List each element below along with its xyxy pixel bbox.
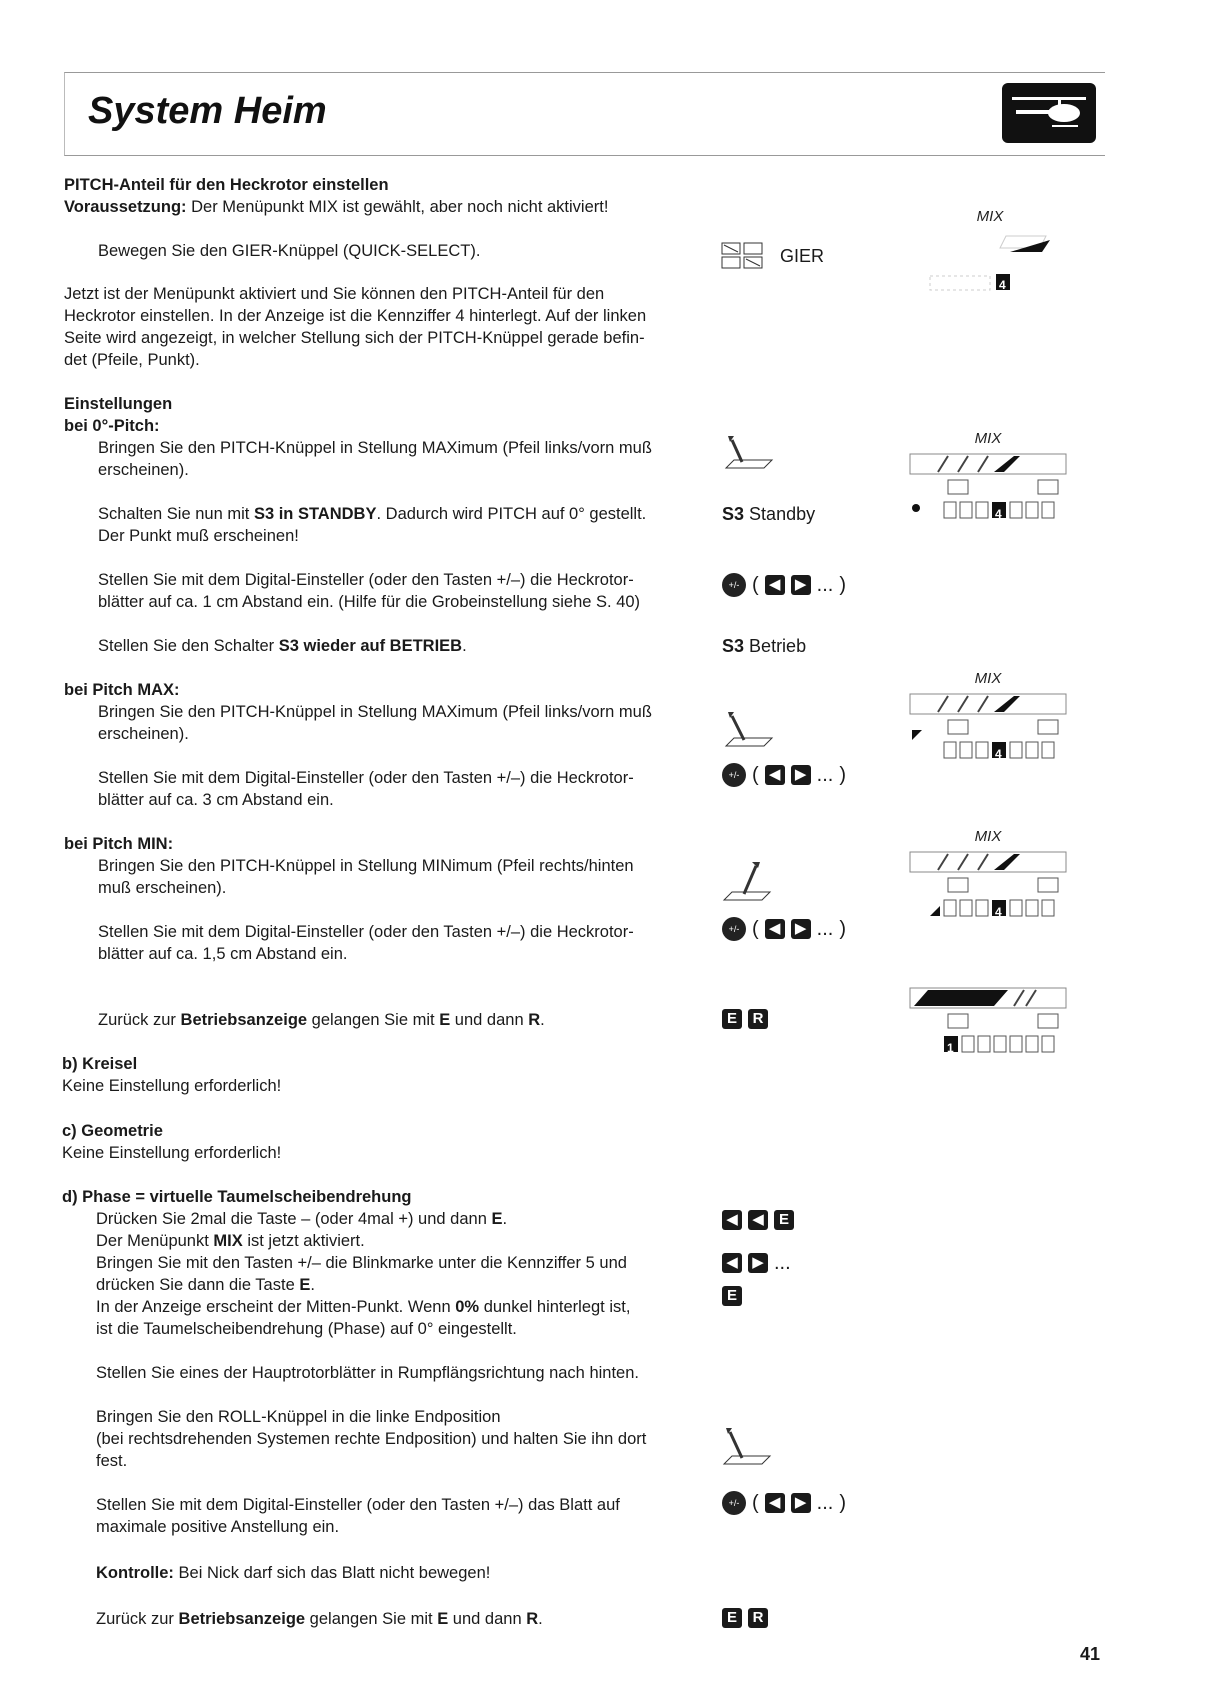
key-r-icon: R: [748, 1009, 768, 1029]
step-text: erscheinen).: [98, 725, 189, 743]
lcd-digit: 4: [995, 905, 1002, 919]
step-text: Bringen Sie den ROLL-Knüppel in die linke Endposition: [96, 1408, 501, 1426]
step-text: Bringen Sie den PITCH-Knüppel in Stellung MINimum (Pfeil rechts/hinten: [98, 857, 634, 875]
step-text: In der Anzeige erscheint der Mitten-Punkt. Wenn 0% dunkel hinterlegt ist,: [96, 1298, 631, 1316]
lcd-digit: 4: [995, 507, 1002, 521]
paragraph-line: Seite wird angezeigt, in welcher Stellung sich der PITCH-Knüppel gerade befin-: [64, 329, 645, 347]
subsection-label: bei 0°-Pitch:: [64, 417, 160, 435]
key-right-icon: ▶: [791, 765, 811, 785]
step-text: muß erscheinen).: [98, 879, 227, 897]
roll-stick-icon: [718, 1424, 774, 1478]
section-heading: PITCH-Anteil für den Heckrotor einstellen: [64, 176, 389, 194]
lcd-display: [908, 668, 1068, 776]
digital-adjuster-keys: +/- ( ◀ ▶ ... ): [722, 916, 846, 941]
step-text: Stellen Sie den Schalter S3 wieder auf BETRIEB.: [98, 637, 467, 655]
helicopter-icon: [1002, 83, 1096, 143]
switch-label: S3 Betrieb: [722, 636, 807, 656]
prereq-line: [64, 196, 608, 218]
paragraph-line: Jetzt ist der Menüpunkt aktiviert und Sie können den PITCH-Anteil für den: [64, 285, 605, 303]
key-left-icon: ◀: [765, 765, 785, 785]
lcd-display: [908, 428, 1068, 536]
digital-adjuster-icon: +/-: [722, 763, 746, 787]
lcd-mix-label: MIX: [974, 430, 1002, 447]
step-text: (bei rechtsdrehenden Systemen rechte Endposition) und halten Sie ihn dort: [96, 1430, 647, 1448]
key-left-icon: ◀: [765, 1493, 785, 1513]
step-text: Drücken Sie 2mal die Taste – (oder 4mal +) und dann E.: [96, 1210, 508, 1228]
subsection-label: bei Pitch MIN:: [64, 835, 174, 853]
step-text: blätter auf ca. 1,5 cm Abstand ein.: [98, 945, 348, 963]
back-instruction: Zurück zur Betriebsanzeige gelangen Sie mit E und dann R.: [96, 1610, 543, 1628]
step-text: erscheinen).: [98, 461, 189, 479]
lcd-mix-label: MIX: [974, 828, 1002, 845]
lcd-display: [908, 826, 1068, 934]
pitch-stick-icon: [720, 708, 776, 760]
step-text: Bewegen Sie den GIER-Knüppel (QUICK-SELECT).: [98, 242, 481, 260]
back-instruction: Zurück zur Betriebsanzeige gelangen Sie mit E und dann R.: [98, 1011, 545, 1029]
step-text: blätter auf ca. 3 cm Abstand ein.: [98, 791, 334, 809]
key-r-icon: R: [748, 1608, 768, 1628]
key-e-icon: E: [774, 1210, 794, 1230]
key-left-icon: ◀: [765, 919, 785, 939]
section-text: Keine Einstellung erforderlich!: [62, 1077, 282, 1095]
key-e-icon: E: [722, 1286, 742, 1306]
pitch-stick-icon: [720, 432, 776, 482]
lcd-digit: 4: [999, 278, 1006, 292]
step-text: drücken Sie dann die Taste E.: [96, 1276, 315, 1294]
lcd-digit: 4: [995, 747, 1002, 761]
key-e-icon: E: [722, 1009, 742, 1029]
digital-adjuster-keys: +/- ( ◀ ▶ ... ): [722, 762, 846, 787]
section-heading: d) Phase = virtuelle Taumelscheibendrehung: [62, 1188, 412, 1206]
lcd-mix-label: MIX: [974, 670, 1002, 687]
step-text: fest.: [96, 1452, 128, 1470]
digital-adjuster-icon: +/-: [722, 1491, 746, 1515]
key-sequence: [722, 1286, 742, 1306]
lcd-mix-label: MIX: [976, 208, 1004, 225]
key-right-icon: ▶: [791, 919, 811, 939]
switch-label: S3 Standby: [722, 504, 816, 524]
section-heading: c) Geometrie: [62, 1122, 163, 1140]
page-title: System Heim: [88, 90, 327, 132]
key-right-icon: ▶: [791, 1493, 811, 1513]
step-text: ist die Taumelscheibendrehung (Phase) auf 0° eingestellt.: [96, 1320, 517, 1338]
digital-adjuster-icon: +/-: [722, 917, 746, 941]
key-sequence: [722, 1009, 768, 1029]
step-text: blätter auf ca. 1 cm Abstand ein. (Hilfe für die Grobeinstellung siehe S. 40): [98, 593, 641, 611]
key-right-icon: ▶: [748, 1253, 768, 1273]
lcd-digit: 1: [947, 1041, 954, 1055]
control-note: Kontrolle: Bei Nick darf sich das Blatt nicht bewegen!: [96, 1564, 491, 1582]
section-heading: b) Kreisel: [62, 1055, 138, 1073]
key-sequence: [722, 1608, 768, 1628]
paragraph-line: Heckrotor einstellen. In der Anzeige ist die Kennziffer 4 hinterlegt. Auf der linken: [64, 307, 647, 325]
key-left-icon: ◀: [765, 575, 785, 595]
step-text: Stellen Sie mit dem Digital-Einsteller (oder den Tasten +/–) das Blatt auf: [96, 1496, 620, 1514]
lcd-display: [908, 984, 1068, 1070]
page-number: 41: [1079, 1644, 1100, 1664]
step-text: Schalten Sie nun mit S3 in STANDBY. Dadurch wird PITCH auf 0° gestellt.: [98, 505, 647, 523]
section-heading: Einstellungen: [64, 395, 173, 413]
digital-adjuster-keys: +/- ( ◀ ▶ ... ): [722, 572, 846, 597]
paragraph-line: det (Pfeile, Punkt).: [64, 351, 200, 369]
pitch-stick-icon: [718, 858, 774, 914]
key-sequence: [722, 1210, 794, 1230]
step-text: Bringen Sie den PITCH-Knüppel in Stellung MAXimum (Pfeil links/vorn muß: [98, 439, 652, 457]
stick-icon: [720, 240, 768, 276]
step-text: Der Menüpunkt MIX ist jetzt aktiviert.: [96, 1232, 365, 1250]
digital-adjuster-keys: +/- ( ◀ ▶ ... ): [722, 1490, 846, 1515]
prereq-label: Voraussetzung:: [64, 198, 187, 216]
lcd-display: [910, 206, 1070, 304]
key-sequence: ◀ ▶ ...: [722, 1252, 791, 1274]
step-text: Bringen Sie den PITCH-Knüppel in Stellung MAXimum (Pfeil links/vorn muß: [98, 703, 652, 721]
step-text: Stellen Sie mit dem Digital-Einsteller (oder den Tasten +/–) die Heckrotor-: [98, 571, 634, 589]
key-left-icon: ◀: [722, 1253, 742, 1273]
step-text: maximale positive Anstellung ein.: [96, 1518, 340, 1536]
digital-adjuster-icon: +/-: [722, 573, 746, 597]
step-text: Der Punkt muß erscheinen!: [98, 527, 299, 545]
prereq-text: Der Menüpunkt MIX ist gewählt, aber noch nicht aktiviert!: [191, 198, 609, 216]
side-label: GIER: [780, 246, 825, 266]
key-left-icon: ◀: [722, 1210, 742, 1230]
step-text: Stellen Sie eines der Hauptrotorblätter in Rumpflängsrichtung nach hinten.: [96, 1364, 639, 1382]
key-right-icon: ▶: [791, 575, 811, 595]
subsection-label: bei Pitch MAX:: [64, 681, 180, 699]
section-text: Keine Einstellung erforderlich!: [62, 1144, 282, 1162]
step-text: Stellen Sie mit dem Digital-Einsteller (oder den Tasten +/–) die Heckrotor-: [98, 769, 634, 787]
key-left-icon: ◀: [748, 1210, 768, 1230]
step-text: Bringen Sie mit den Tasten +/– die Blinkmarke unter die Kennziffer 5 und: [96, 1254, 627, 1272]
key-e-icon: E: [722, 1608, 742, 1628]
step-text: Stellen Sie mit dem Digital-Einsteller (oder den Tasten +/–) die Heckrotor-: [98, 923, 634, 941]
